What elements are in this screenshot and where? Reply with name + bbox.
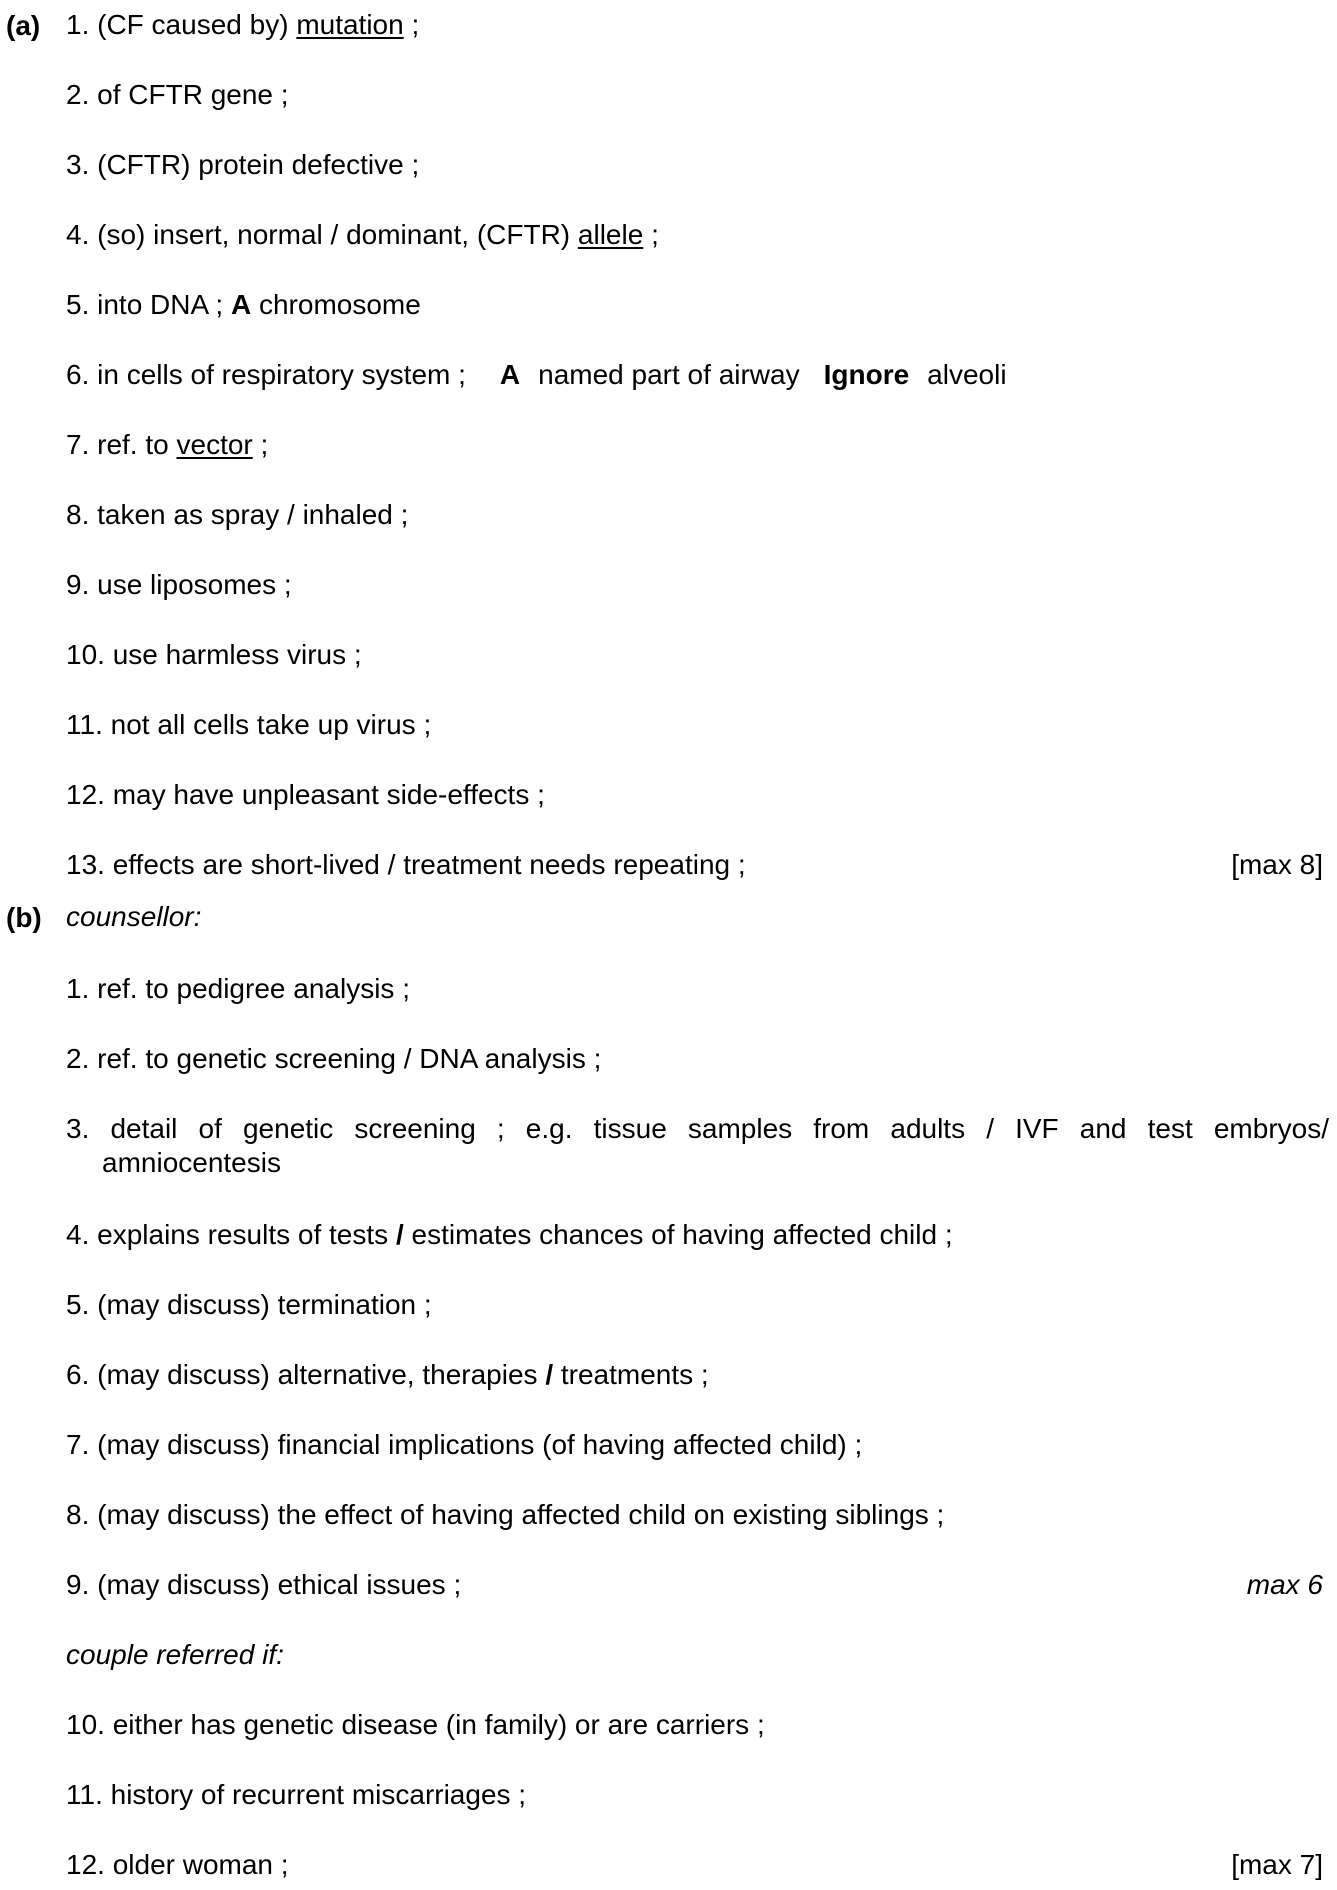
item-text: ; xyxy=(403,9,420,40)
part-b-item-2: 2. ref. to genetic screening / DNA analysis ; xyxy=(66,1043,602,1074)
counsellor-heading: counsellor: xyxy=(66,901,202,932)
part-a-item-5 xyxy=(66,288,1329,322)
part-a-item-2: 2. of CFTR gene ; xyxy=(66,79,289,110)
part-b-item-8: 8. (may discuss) the effect of having affected child on existing siblings ; xyxy=(66,1499,945,1530)
part-b-item-1: 1. ref. to pedigree analysis ; xyxy=(66,973,410,1004)
item-text: 7. ref. to xyxy=(66,429,177,460)
item-text: 6. (may discuss) alternative, therapies xyxy=(66,1359,546,1390)
separator: / xyxy=(545,1359,554,1390)
part-b-item-3: 3. detail of genetic screening ; e.g. tissue samples from adults / IVF and test embryos/ xyxy=(66,1113,1329,1144)
part-b-sub-max-mark: max 6 xyxy=(1246,1569,1323,1600)
part-b-item-12: 12. older woman ; xyxy=(66,1849,289,1880)
part-a-item-13: 13. effects are short-lived / treatment needs repeating ; xyxy=(66,849,746,880)
item-text: 6. in cells of respiratory system ; xyxy=(66,359,466,390)
part-a-item-1 xyxy=(66,8,1329,42)
item-text: 4. (so) insert, normal / dominant, (CFTR) xyxy=(66,219,578,250)
underlined-term: mutation xyxy=(296,9,404,40)
part-b-item-11: 11. history of recurrent miscarriages ; xyxy=(66,1779,527,1810)
part-a-item-6 xyxy=(66,358,1329,392)
item-text: alveoli xyxy=(927,359,1007,390)
accept-marker: A xyxy=(499,359,521,390)
underlined-term: allele xyxy=(577,219,644,250)
underlined-term: vector xyxy=(176,429,253,460)
item-text: estimates chances of having affected child ; xyxy=(403,1219,953,1250)
part-b-item-3-continued: amniocentesis xyxy=(102,1147,281,1178)
accept-marker: A xyxy=(230,289,252,320)
part-a-max-mark: [max 8] xyxy=(1231,849,1323,880)
part-a-item-7 xyxy=(66,428,1329,462)
part-a-item-9: 9. use liposomes ; xyxy=(66,569,292,600)
part-b-item-5: 5. (may discuss) termination ; xyxy=(66,1289,432,1320)
part-a-label: (a) xyxy=(6,10,41,41)
part-b-item-9: 9. (may discuss) ethical issues ; xyxy=(66,1569,462,1600)
part-a-item-3: 3. (CFTR) protein defective ; xyxy=(66,149,420,180)
part-a-item-12: 12. may have unpleasant side-effects ; xyxy=(66,779,545,810)
item-text: ; xyxy=(252,429,269,460)
separator: / xyxy=(395,1219,404,1250)
item-text: 1. (CF caused by) xyxy=(66,9,297,40)
part-a-item-10: 10. use harmless virus ; xyxy=(66,639,362,670)
part-b-item-6 xyxy=(66,1358,1329,1392)
item-text: chromosome xyxy=(251,289,421,320)
part-b-item-7: 7. (may discuss) financial implications (of having affected child) ; xyxy=(66,1429,863,1460)
part-b-label: (b) xyxy=(6,902,42,933)
part-a-item-11: 11. not all cells take up virus ; xyxy=(66,709,432,740)
item-text: named part of airway xyxy=(538,359,800,390)
part-a-item-4 xyxy=(66,218,1329,252)
part-b-max-mark: [max 7] xyxy=(1231,1849,1323,1880)
part-b-item-4 xyxy=(66,1218,1329,1252)
ignore-marker: Ignore xyxy=(823,359,910,390)
part-b-item-10: 10. either has genetic disease (in family) or are carriers ; xyxy=(66,1709,765,1740)
item-text: ; xyxy=(643,219,659,250)
item-text: treatments ; xyxy=(553,1359,709,1390)
referred-heading: couple referred if: xyxy=(66,1639,284,1670)
part-a-item-8: 8. taken as spray / inhaled ; xyxy=(66,499,409,530)
item-text: 5. into DNA ; xyxy=(66,289,231,320)
item-text: 4. explains results of tests xyxy=(66,1219,396,1250)
